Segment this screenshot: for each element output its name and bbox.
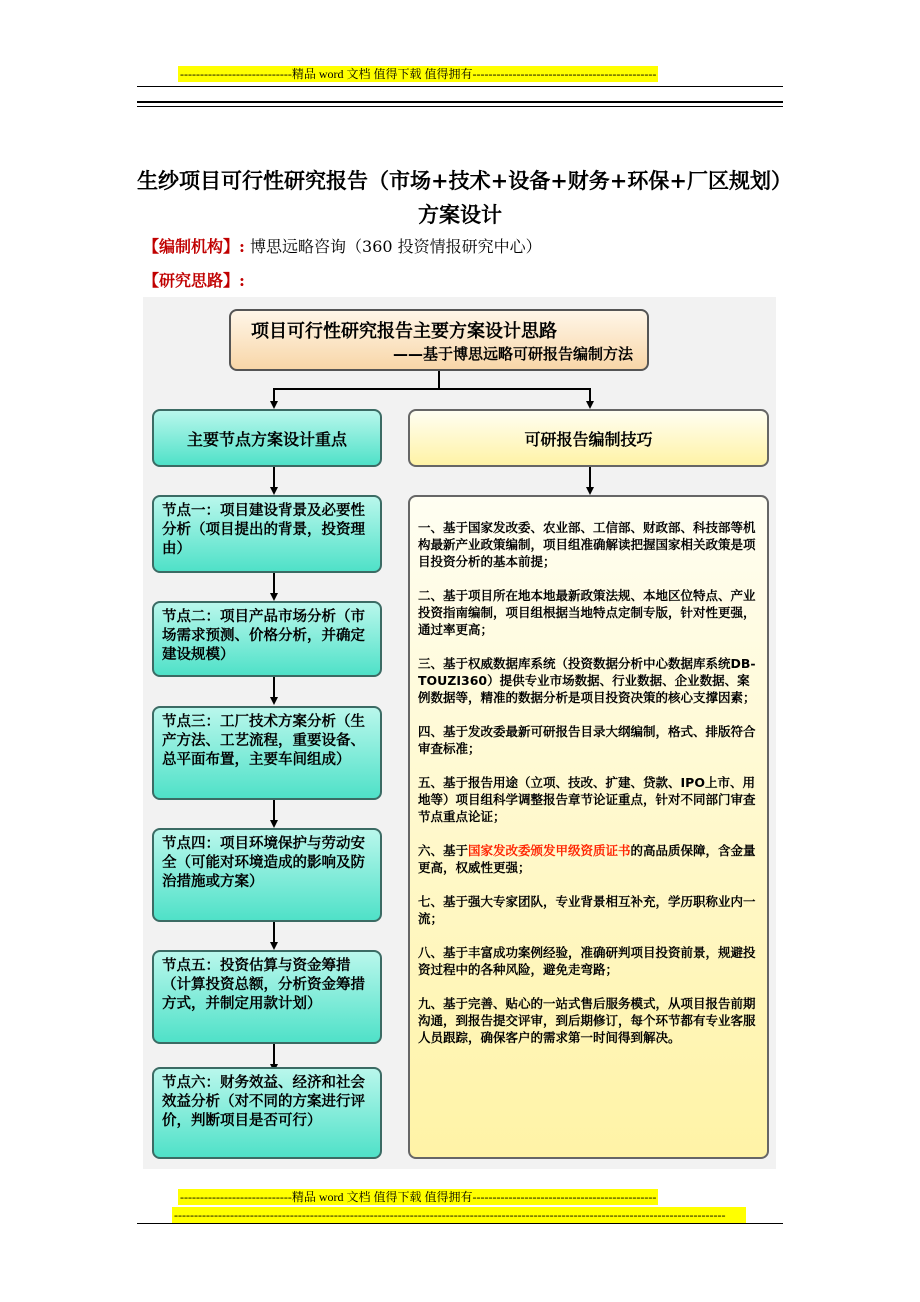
connector	[589, 388, 591, 402]
tip-6	[418, 842, 759, 876]
connector	[273, 467, 275, 487]
connector	[273, 388, 591, 390]
org-value: 博思远略咨询（360 投资情报研究中心）	[250, 237, 542, 256]
header-banner: ----------------------------精品 word 文档 值得下载 值得拥有----------------------------------------------	[180, 67, 657, 81]
node-6: 节点六：财务效益、经济和社会效益分析（对不同的方案进行评价，判断项目是否可行）	[152, 1067, 382, 1159]
footer-banner-dashes: ------------------------------------------------------------------------------------------------------------------------------------------	[172, 1207, 746, 1223]
arrow-head	[270, 593, 278, 601]
footer-banner: ----------------------------精品 word 文档 值得下载 值得拥有----------------------------------------------	[180, 1190, 657, 1204]
diagram-header-subtitle: ——基于博思远略可研报告编制方法	[392, 345, 633, 363]
tip-4: 四、基于发改委最新可研报告目录大纲编制，格式、排版符合审查标准；	[418, 724, 756, 756]
connector	[273, 1044, 275, 1064]
org-line	[143, 234, 542, 257]
left-column-head: 主要节点方案设计重点	[152, 409, 382, 467]
connector	[273, 573, 275, 593]
right-column-head: 可研报告编制技巧	[408, 409, 769, 467]
node-4: 节点四：项目环境保护与劳动安全（可能对环境造成的影响及防治措施或方案）	[152, 828, 382, 922]
node-5: 节点五：投资估算与资金筹措（计算投资总额，分析资金筹措方式，并制定用款计划）	[152, 950, 382, 1044]
header-rule-double-2	[137, 106, 783, 107]
footer-rule	[137, 1223, 783, 1224]
flow-diagram	[143, 297, 776, 1169]
connector	[438, 371, 440, 389]
tip-6-suffix: 的高品质保障，含金量更高，权威性更强；	[418, 843, 756, 875]
connector	[273, 922, 275, 942]
diagram-header-title: 项目可行性研究报告主要方案设计思路	[251, 321, 557, 342]
tip-2: 二、基于项目所在地本地最新政策法规、本地区位特点、产业投资指南编制，项目组根据当地特点定制专版，针对性更强，通过率更高；	[418, 588, 756, 637]
arrow-head	[270, 942, 278, 950]
node-1: 节点一：项目建设背景及必要性分析（项目提出的背景，投资理由）	[152, 495, 382, 573]
header-rule-double-1	[137, 101, 783, 103]
tip-9: 九、基于完善、贴心的一站式售后服务模式，从项目报告前期沟通，到报告提交评审，到后期修订，每个环节都有专业客服人员跟踪，确保客户的需求第一时间得到解决。	[418, 996, 756, 1045]
tip-5: 五、基于报告用途（立项、技改、扩建、贷款、IPO上市、用地等）项目组科学调整报告章节论证重点，针对不同部门审查节点重点论证；	[418, 775, 756, 824]
diagram-header	[229, 309, 649, 371]
header-rule-top	[137, 86, 783, 87]
connector	[589, 467, 591, 487]
connector	[273, 388, 275, 402]
arrow-head	[586, 401, 594, 409]
document-title-line1: 生纱项目可行性研究报告（市场+技术+设备+财务+环保+厂区规划）	[137, 168, 792, 193]
connector	[273, 677, 275, 697]
connector	[273, 800, 275, 820]
org-label: 【编制机构】:	[143, 237, 245, 256]
arrow-head	[270, 401, 278, 409]
arrow-head	[270, 697, 278, 705]
tip-7: 七、基于强大专家团队，专业背景相互补充，学历职称业内一流；	[418, 894, 756, 926]
node-2: 节点二：项目产品市场分析（市场需求预测、价格分析，并确定建设规模）	[152, 601, 382, 677]
arrow-head	[270, 820, 278, 828]
tip-3: 三、基于权威数据库系统（投资数据分析中心数据库系统DB-TOUZI360）提供专业市场数据、行业数据、企业数据、案例数据等，精准的数据分析是项目投资决策的核心支撑因素；	[418, 656, 756, 705]
tip-6-highlight: 国家发改委颁发甲级资质证书	[468, 843, 631, 858]
node-3: 节点三：工厂技术方案分析（生产方法、工艺流程，重要设备、总平面布置，主要车间组成）	[152, 706, 382, 800]
idea-label: 【研究思路】:	[143, 271, 245, 290]
document-title-line2: 方案设计	[418, 202, 502, 227]
arrow-head	[586, 487, 594, 495]
idea-line	[143, 268, 245, 291]
tip-6-prefix: 六、基于	[418, 843, 469, 858]
arrow-head	[270, 487, 278, 495]
tip-8: 八、基于丰富成功案例经验，准确研判项目投资前景，规避投资过程中的各种风险，避免走弯路；	[418, 945, 756, 977]
tips-box	[408, 495, 769, 1159]
tip-1: 一、基于国家发改委、农业部、工信部、财政部、科技部等机构最新产业政策编制，项目组准确解读把握国家相关政策是项目投资分析的基本前提；	[418, 520, 756, 569]
